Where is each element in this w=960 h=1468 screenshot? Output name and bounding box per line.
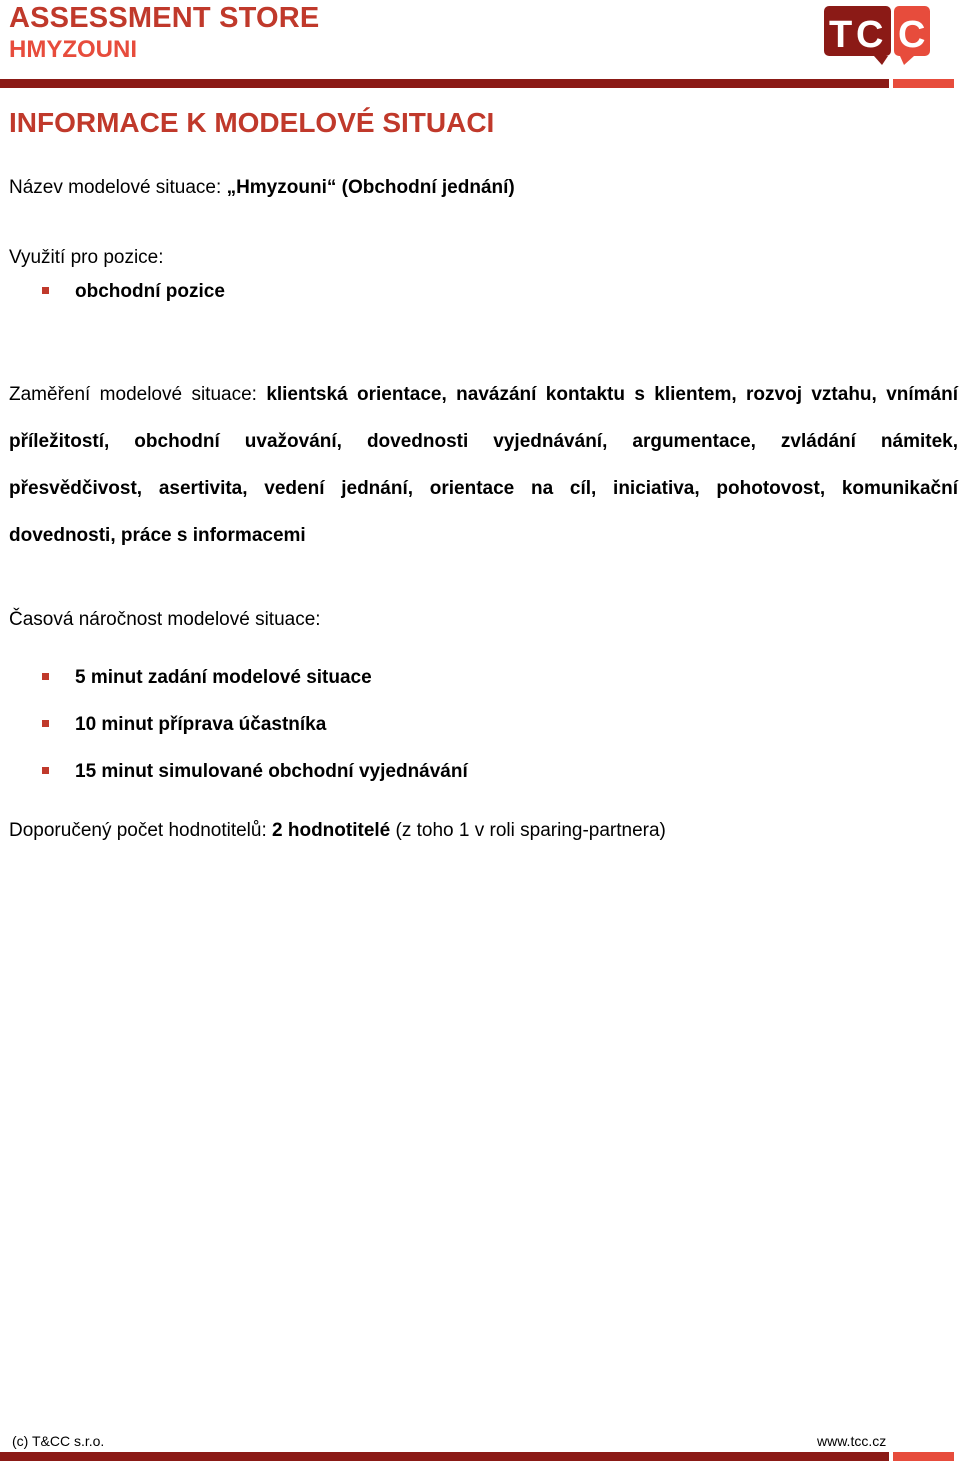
footer-rule-accent: [893, 1452, 954, 1461]
time-item: 10 minut příprava účastníka: [75, 714, 327, 735]
situation-name-value: „Hmyzouni“ (Obchodní jednání): [226, 177, 515, 198]
bullet-icon: [42, 767, 49, 774]
situation-name-label: Název modelové situace:: [9, 177, 227, 198]
focus-paragraph: [9, 371, 958, 559]
bullet-icon: [42, 673, 49, 680]
tcc-logo: [822, 4, 932, 66]
header-title: ASSESSMENT STORE: [9, 2, 320, 34]
raters-line: [9, 819, 666, 843]
svg-text:T: T: [829, 14, 853, 56]
raters-value: 2 hodnotitelé: [272, 820, 391, 841]
svg-text:C: C: [898, 14, 926, 56]
bullet-icon: [42, 287, 49, 294]
time-item: 5 minut zadání modelové situace: [75, 667, 372, 688]
header-subtitle: HMYZOUNI: [9, 36, 137, 63]
time-item: 15 minut simulované obchodní vyjednávání: [75, 761, 468, 782]
situation-name: [9, 176, 515, 200]
footer-rule: [0, 1452, 889, 1461]
focus-value: klientská orientace, navázání kontaktu s klientem, rozvoj vztahu, vnímání příležitostí, obchodní uvažování, dovednosti vyjednávání, argumentace, zvládání námitek, přesvědčivost, asertivita, vedení jednání, orientace na cíl, iniciativa, pohotovost, komunikační dovednosti, práce s informacemi: [9, 384, 958, 546]
header-rule: [0, 79, 889, 88]
svg-text:C: C: [856, 14, 884, 56]
raters-label: Doporučený počet hodnotitelů:: [9, 820, 273, 841]
raters-note: (z toho 1 v roli sparing-partnera): [390, 820, 666, 841]
footer-copyright: (c) T&CC s.r.o.: [12, 1433, 105, 1449]
position-item: obchodní pozice: [75, 281, 225, 302]
time-label: Časová náročnost modelové situace:: [9, 609, 321, 630]
footer-website: www.tcc.cz: [817, 1433, 887, 1449]
focus-label: Zaměření modelové situace:: [9, 384, 267, 405]
header-rule-accent: [893, 79, 954, 88]
document-title: INFORMACE K MODELOVÉ SITUACI: [9, 107, 495, 138]
positions-label: Využití pro pozice:: [9, 247, 164, 268]
bullet-icon: [42, 720, 49, 727]
